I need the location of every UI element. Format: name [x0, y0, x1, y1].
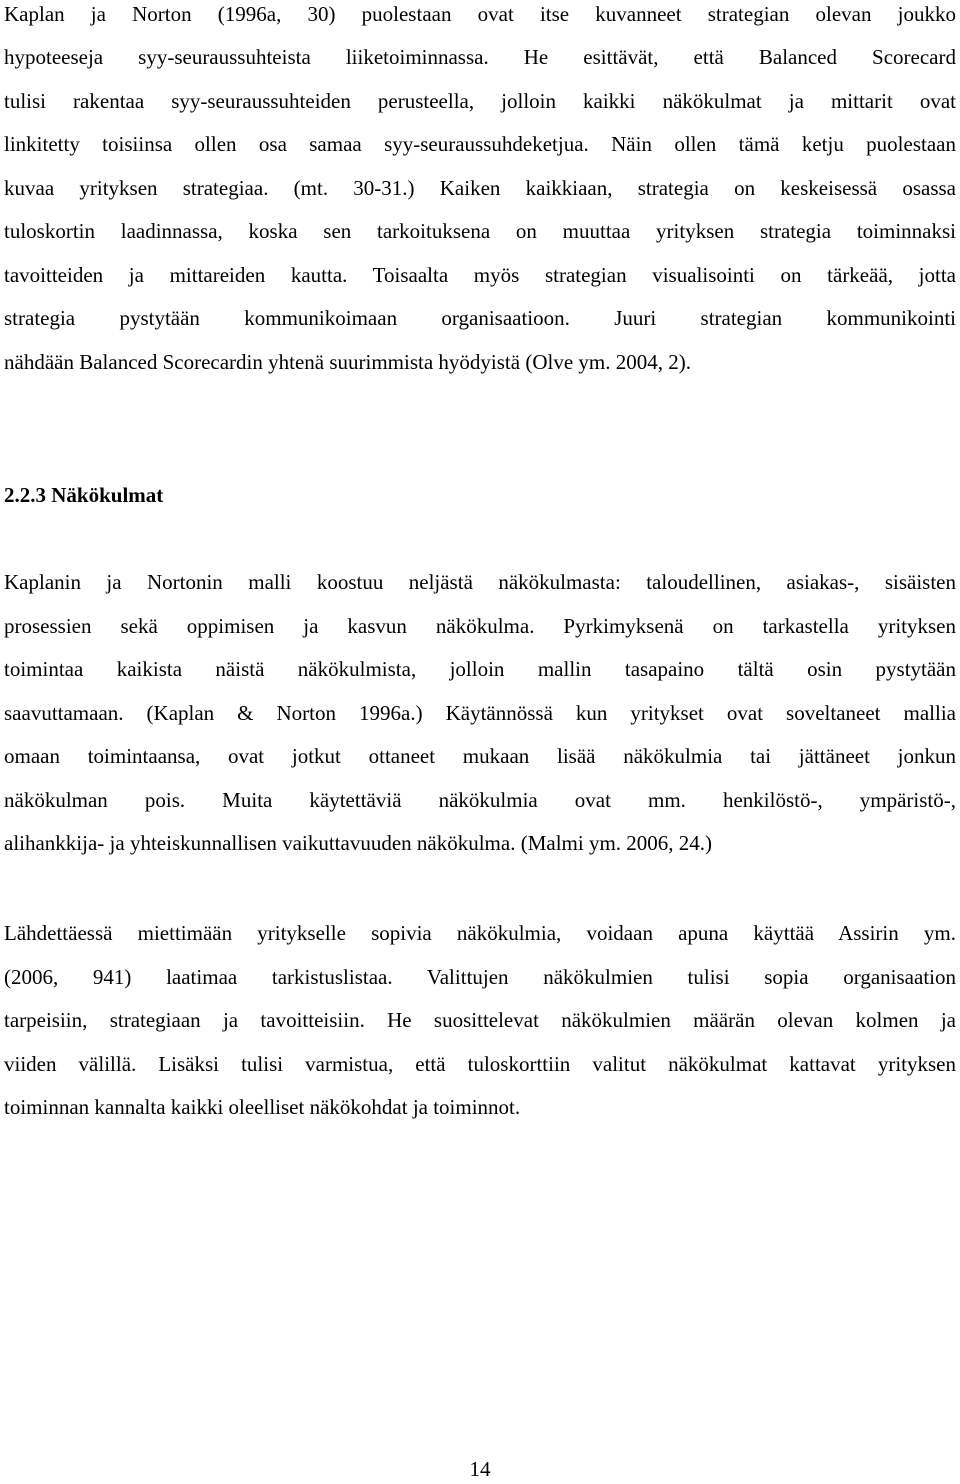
text-line: kuvaa yrityksen strategiaa. (mt. 30-31.) Kaiken kaikkiaan, strategia on keskeisessä osassa	[4, 176, 956, 200]
text-line: nähdään Balanced Scorecardin yhtenä suurimmista hyödyistä (Olve ym. 2004, 2).	[4, 350, 691, 374]
text-line: tarpeisiin, strategiaan ja tavoitteisiin. He suosittelevat näkökulmien määrän olevan kolmen ja	[4, 1008, 956, 1032]
text-line: viiden välillä. Lisäksi tulisi varmistua, että tuloskorttiin valitut näkökulmat kattavat yrityksen	[4, 1052, 956, 1076]
text-line: strategia pystytään kommunikoimaan organisaatioon. Juuri strategian kommunikointi	[4, 306, 956, 330]
text-line: toimintaa kaikista näistä näkökulmista, jolloin mallin tasapaino tältä osin pystytään	[4, 657, 956, 681]
text-line: prosessien sekä oppimisen ja kasvun näkökulma. Pyrkimyksenä on tarkastella yrityksen	[4, 614, 956, 638]
text-line: (2006, 941) laatimaa tarkistuslistaa. Valittujen näkökulmien tulisi sopia organisaation	[4, 965, 956, 989]
text-line: näkökulman pois. Muita käytettäviä näkökulmia ovat mm. henkilöstö-, ympäristö-,	[4, 788, 956, 812]
page-number: 14	[469, 1457, 491, 1481]
text-line: omaan toimintaansa, ovat jotkut ottaneet mukaan lisää näkökulmia tai jättäneet jonkun	[4, 744, 956, 768]
text-line: hypoteeseja syy-seuraussuhteista liiketoiminnassa. He esittävät, että Balanced Scorecard	[4, 45, 956, 69]
text-line: toiminnan kannalta kaikki oleelliset näkökohdat ja toiminnot.	[4, 1095, 521, 1119]
section-heading: 2.2.3 Näkökulmat	[4, 483, 164, 507]
text-line: alihankkija- ja yhteiskunnallisen vaikuttavuuden näkökulma. (Malmi ym. 2006, 24.)	[4, 831, 713, 855]
text-line: Kaplan ja Norton (1996a, 30) puolestaan ovat itse kuvanneet strategian olevan joukko	[4, 2, 956, 26]
text-line: tuloskortin laadinnassa, koska sen tarkoituksena on muuttaa yrityksen strategia toiminnaksi	[4, 219, 956, 243]
text-line: Kaplanin ja Nortonin malli koostuu neljästä näkökulmasta: taloudellinen, asiakas-, sisäisten	[4, 570, 956, 594]
text-line: saavuttamaan. (Kaplan & Norton 1996a.) Käytännössä kun yritykset ovat soveltaneet mallia	[4, 701, 956, 725]
text-line: linkitetty toisiinsa ollen osa samaa syy-seuraussuhdeketjua. Näin ollen tämä ketju puolestaan	[4, 132, 956, 156]
text-line: Lähdettäessä miettimään yritykselle sopivia näkökulmia, voidaan apuna käyttää Assirin ym.	[4, 921, 956, 945]
text-line: tulisi rakentaa syy-seuraussuhteiden perusteella, jolloin kaikki näkökulmat ja mittarit ovat	[4, 89, 956, 113]
text-line: tavoitteiden ja mittareiden kautta. Toisaalta myös strategian visualisointi on tärkeää, jotta	[4, 263, 956, 287]
